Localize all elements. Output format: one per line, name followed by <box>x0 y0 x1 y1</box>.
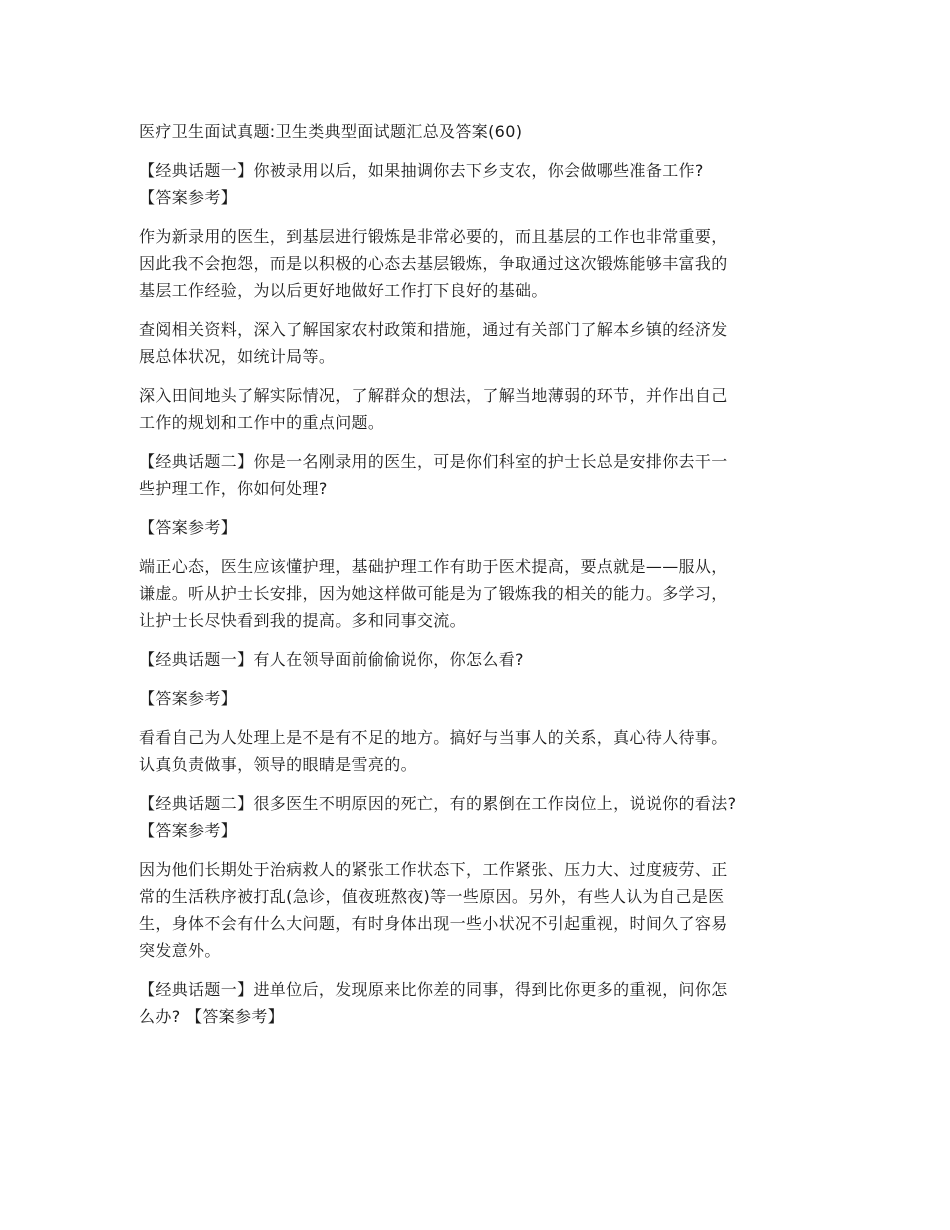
text-line: 基层工作经验，为以后更好地做好工作打下良好的基础。 <box>139 281 548 300</box>
text-line: 深入田间地头了解实际情况，了解群众的想法，了解当地薄弱的环节，并作出自己 <box>139 386 728 405</box>
text-line: 【经典话题二】很多医生不明原因的死亡，有的累倒在工作岗位上，说说你的看法? <box>139 794 737 813</box>
document-body <box>139 118 819 1030</box>
text-line: 【答案参考】 <box>139 689 238 708</box>
paragraph <box>139 976 819 1030</box>
text-line: 【经典话题二】你是一名刚录用的医生，可是你们科室的护士长总是安排你去干一 <box>139 452 728 471</box>
paragraph <box>139 157 819 211</box>
text-line: 【经典话题一】你被录用以后，如果抽调你去下乡支农，你会做哪些准备工作? <box>139 161 704 180</box>
paragraph <box>139 514 819 541</box>
text-line: 谦虚。听从护士长安排，因为她这样做可能是为了锻炼我的相关的能力。多学习， <box>139 584 728 603</box>
text-line: 【答案参考】 <box>139 188 238 207</box>
text-line: 认真负责做事，领导的眼睛是雪亮的。 <box>139 755 417 774</box>
text-line: 因为他们长期处于治病救人的紧张工作状态下，工作紧张、压力大、过度疲劳、正 <box>139 860 728 879</box>
text-line: 工作的规划和工作中的重点问题。 <box>139 413 385 432</box>
text-line: 【经典话题一】有人在领导面前偷偷说你，你怎么看? <box>139 650 524 669</box>
text-line: 【答案参考】 <box>139 518 238 537</box>
text-line: 查阅相关资料，深入了解国家农村政策和措施，通过有关部门了解本乡镇的经济发 <box>139 320 728 339</box>
paragraph <box>139 382 819 436</box>
text-line: 突发意外。 <box>139 941 221 960</box>
paragraph <box>139 646 819 673</box>
paragraph <box>139 316 819 370</box>
text-line: 生，身体不会有什么大问题，有时身体出现一些小状况不引起重视，时间久了容易 <box>139 914 728 933</box>
paragraph <box>139 685 819 712</box>
document-title: 医疗卫生面试真题:卫生类典型面试题汇总及答案(60) <box>139 122 523 141</box>
paragraph <box>139 790 819 844</box>
text-line: 端正心态，医生应该懂护理，基础护理工作有助于医术提高，要点就是——服从， <box>139 557 728 576</box>
text-line: 看看自己为人处理上是不是有不足的地方。搞好与当事人的关系，真心待人待事。 <box>139 728 728 747</box>
text-line: 让护士长尽快看到我的提高。多和同事交流。 <box>139 611 467 630</box>
text-line: 因此我不会抱怨，而是以积极的心态去基层锻炼，争取通过这次锻炼能够丰富我的 <box>139 254 728 273</box>
text-line: 些护理工作，你如何处理? <box>139 479 328 498</box>
paragraph <box>139 223 819 304</box>
paragraph <box>139 856 819 964</box>
text-line: 展总体状况，如统计局等。 <box>139 347 336 366</box>
text-line: 【经典话题一】进单位后，发现原来比你差的同事，得到比你更多的重视，问你怎 <box>139 980 728 999</box>
paragraph <box>139 448 819 502</box>
text-line: 常的生活秩序被打乱(急诊，值夜班熬夜)等一些原因。另外，有些人认为自己是医 <box>139 887 725 906</box>
text-line: 作为新录用的医生，到基层进行锻炼是非常必要的，而且基层的工作也非常重要， <box>139 227 728 246</box>
paragraph <box>139 724 819 778</box>
text-line: 【答案参考】 <box>139 821 238 840</box>
text-line: 么办? 【答案参考】 <box>139 1007 285 1026</box>
paragraph <box>139 553 819 634</box>
